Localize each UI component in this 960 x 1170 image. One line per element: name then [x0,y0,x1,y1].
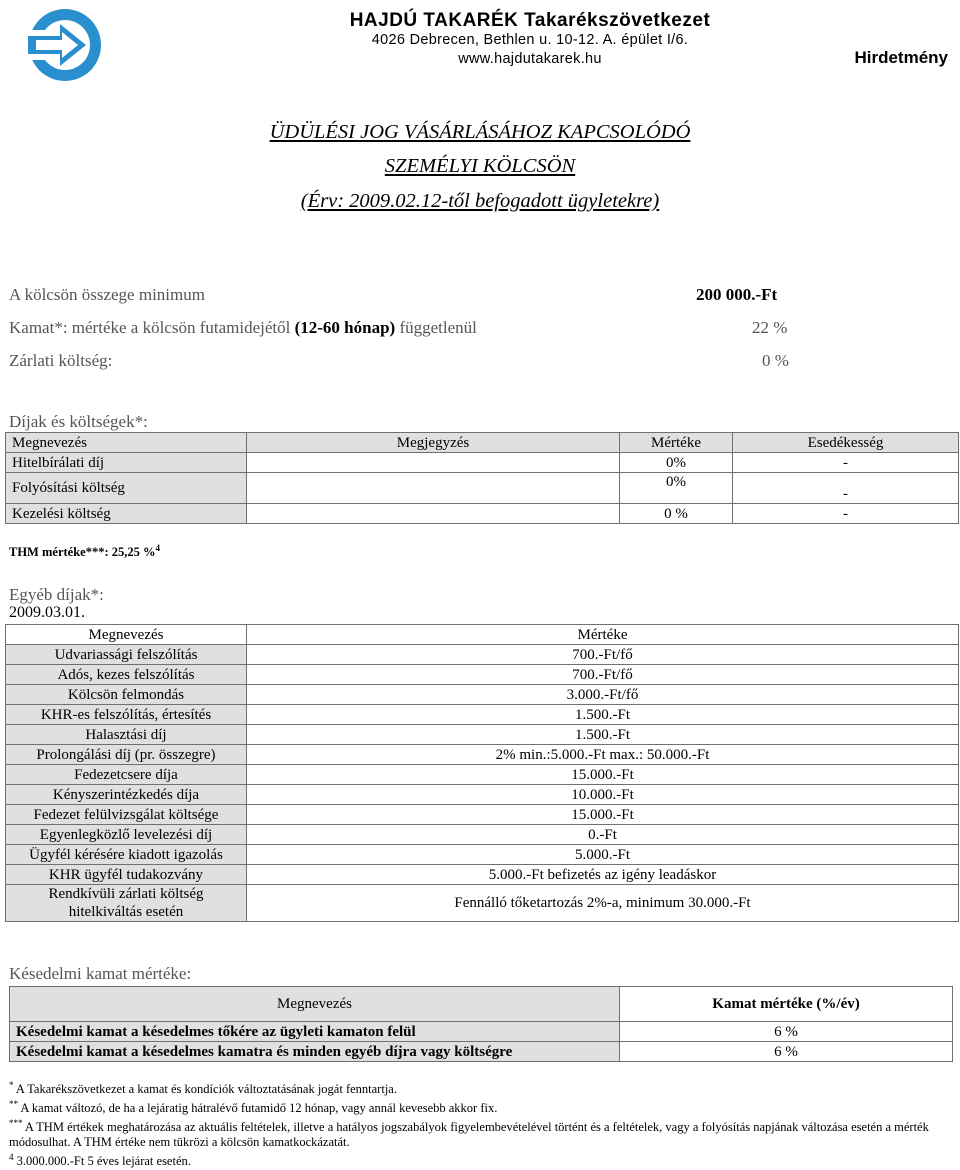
other-fee-name: Adós, kezes felszólítás [6,665,247,685]
org-website[interactable]: www.hajdutakarek.hu [458,51,602,67]
fee-due: - [733,473,959,504]
fee-note [247,453,620,473]
other-fee-name: KHR-es felszólítás, értesítés [6,705,247,725]
title-line-1: ÜDÜLÉSI JOG VÁSÁRLÁSÁHOZ KAPCSOLÓDÓ [269,121,691,143]
org-name: HAJDÚ TAKARÉK Takarékszövetkezet [349,10,711,31]
table-row [6,725,959,745]
other-fees-date: 2009.03.01. [9,604,85,621]
fee-name: Hitelbírálati díj [6,453,247,473]
rate-label: Kamat*: mértéke a kölcsön futamidejétől (12-60 hónap) függetlenül [9,318,477,337]
fee-value: 0 % [620,504,733,524]
table-row [6,705,959,725]
table-row [6,665,959,685]
org-address: 4026 Debrecen, Bethlen u. 10-12. A. épület I/6. [371,32,689,48]
other-fee-name: Kölcsön felmondás [6,685,247,705]
title-line-2: SZEMÉLYI KÖLCSÖN [384,155,576,177]
other-fees-heading: Egyéb díjak*: [9,585,104,604]
footnote: * A Takarékszövetkezet a kamat és kondíciók változtatásának jogát fenntartja. [9,1080,397,1097]
other-fee-name-line: hitelkiváltás esetén [68,904,184,920]
other-fee-value: 5.000.-Ft [247,845,959,865]
fee-name: Folyósítási költség [6,473,247,504]
table-row [6,785,959,805]
thm-label: THM mértéke***: 25,25 %$^4$ [9,543,160,560]
late-row-name: Késedelmi kamat a késedelmes kamatra és minden egyéb díjra vagy költségre [10,1042,620,1062]
table-row [6,885,959,922]
fee-note [247,473,620,504]
fee-name: Kezelési költség [6,504,247,524]
other-fee-value: 3.000.-Ft/fő [247,685,959,705]
other-fee-value: 15.000.-Ft [247,765,959,785]
other-fee-name: Kényszerintézkedés díja [6,785,247,805]
other-header-name: Megnevezés [6,625,247,645]
other-header-value: Mértéke [247,625,959,645]
closing-cost-value: 0 % [762,351,789,370]
fees-header-name: Megnevezés [6,433,247,453]
min-amount-value: 200 000.-Ft [696,285,778,304]
late-header-value: Kamat mértéke (%/év) [620,987,953,1022]
other-fee-name: Fedezet felülvizsgálat költsége [6,805,247,825]
other-fee-value: 5.000.-Ft befizetés az igény leadáskor [247,865,959,885]
table-row [6,504,959,524]
other-fee-value: 1.500.-Ft [247,705,959,725]
other-fee-name: Halasztási díj [6,725,247,745]
other-fee-value: 2% min.:5.000.-Ft max.: 50.000.-Ft [247,745,959,765]
other-fee-name: Ügyfél kérésére kiadott igazolás [6,845,247,865]
late-header-name: Megnevezés [10,987,620,1022]
late-row-value: 6 % [620,1022,953,1042]
table-row [6,745,959,765]
footnotes [9,1078,954,1170]
table-row [10,1042,953,1062]
fees-header-value: Mértéke [620,433,733,453]
footnote: ** A kamat változó, de ha a lejáratig hátralévő futamidő 12 hónap, vagy annál kevesebb akkor fix. [9,1099,498,1116]
min-amount-label: A kölcsön összege minimum [9,285,205,304]
table-row [6,685,959,705]
late-row-name: Késedelmi kamat a késedelmes tőkére az ügyleti kamaton felül [10,1022,620,1042]
other-fee-value: 15.000.-Ft [247,805,959,825]
fee-due: - [733,453,959,473]
other-fee-name: KHR ügyfél tudakozvány [6,865,247,885]
rate-value: 22 % [752,318,788,337]
fee-value: 0% [620,473,733,504]
other-fee-name: Fedezetcsere díja [6,765,247,785]
other-fee-name-line: Rendkívüli zárlati költség [48,886,204,902]
table-row [6,845,959,865]
table-row [6,473,959,504]
late-row-value: 6 % [620,1042,953,1062]
footnote: *** A THM értékek meghatározása az aktuális feltételek, illetve a hatályos jogszabályok figyelembevételével történt és a feltételek, vagy a folyósítás napjának változása esetén a mérték módosulhat. A THM értéke nem tükrözi a kölcsön kamatkockázatát. [9,1118,929,1150]
closing-cost-label: Zárlati költség: [9,351,113,370]
title-line-3: (Érv: 2009.02.12-től befogadott ügyletekre) [300,190,660,212]
arrow-circle-logo-icon [22,6,108,84]
table-row [6,453,959,473]
other-fee-name: Udvariassági felszólítás [6,645,247,665]
late-interest-heading: Késedelmi kamat mértéke: [9,964,192,983]
other-fee-value: 1.500.-Ft [247,725,959,745]
other-fee-value: 10.000.-Ft [247,785,959,805]
table-row [6,765,959,785]
other-fee-value: 0.-Ft [247,825,959,845]
fees-header-note: Megjegyzés [247,433,620,453]
fees-heading: Díjak és költségek*: [9,412,148,431]
table-row [10,1022,953,1042]
table-row [6,645,959,665]
footnote: $^4$ 3.000.000.-Ft 5 éves lejárat esetén. [9,1152,191,1169]
late-interest-table [9,986,953,1062]
doc-type: Hirdetmény [854,48,948,67]
table-row [6,805,959,825]
fee-due: - [733,504,959,524]
table-row [6,825,959,845]
other-fee-name: Prolongálási díj (pr. összegre) [6,745,247,765]
fees-table [5,432,959,524]
other-fee-value: 700.-Ft/fő [247,665,959,685]
other-fee-name [6,885,247,922]
table-row [6,865,959,885]
fee-note [247,504,620,524]
fees-header-due: Esedékesség [733,433,959,453]
fee-value: 0% [620,453,733,473]
other-fee-value: Fennálló tőketartozás 2%-a, minimum 30.000.-Ft [247,885,959,922]
other-fee-name: Egyenlegközlő levelezési díj [6,825,247,845]
other-fee-value: 700.-Ft/fő [247,645,959,665]
other-fees-table [5,624,959,922]
